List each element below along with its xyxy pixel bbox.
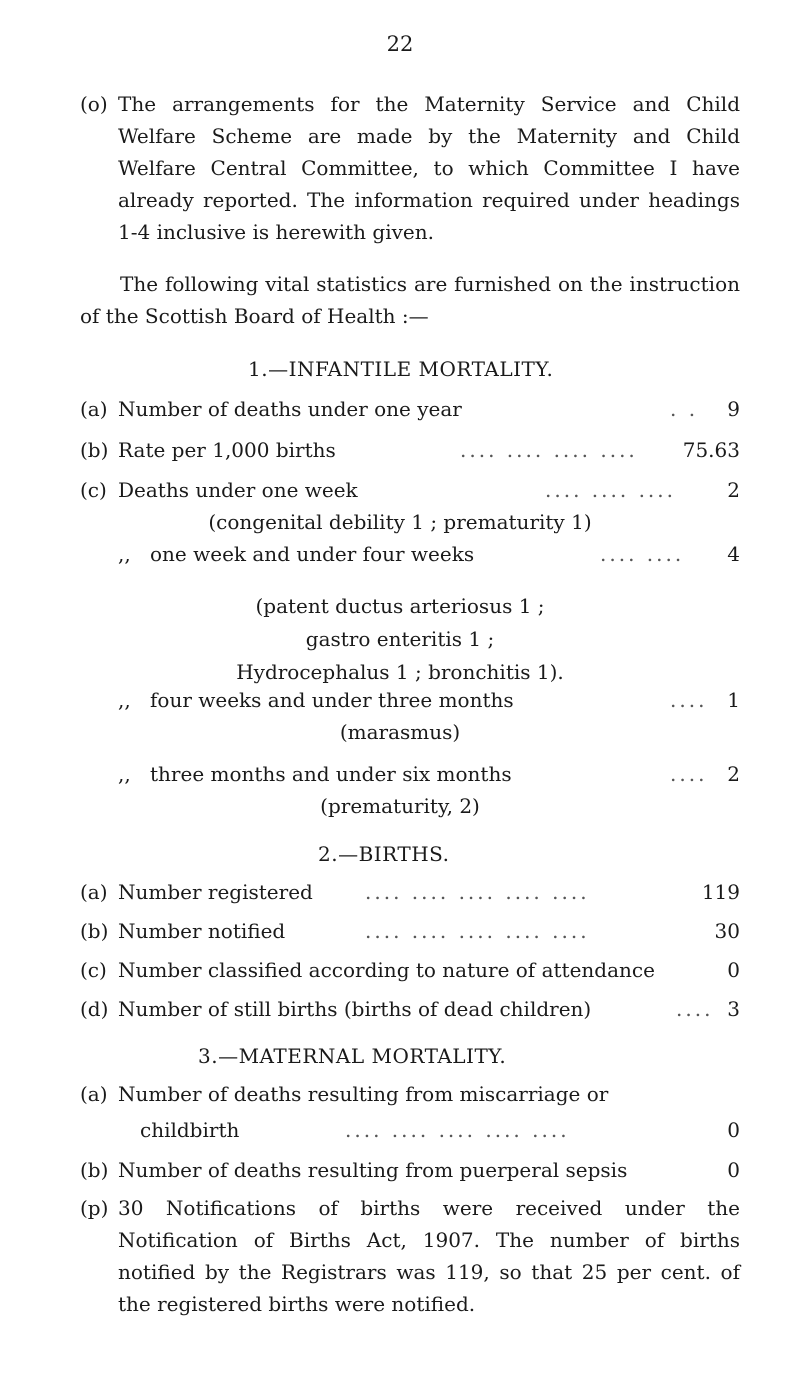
value: 1 [727,688,740,712]
cause-note: (marasmus) [339,720,461,744]
row-four-weeks-to-three-months: ,, four weeks and under three months .... 1 [80,684,740,716]
intro-paragraph: The following vital statistics are furnished on the instruction of the Scottish Board of Health :— [80,272,740,328]
row-number-notified: (b) Number notified .... .... .... .... .... 30 [80,915,740,947]
row-puerperal-sepsis: (b) Number of deaths resulting from puerperal sepsis 0 [80,1154,740,1186]
paragraph-p [80,1192,740,1320]
row-miscarriage-childbirth-continued: childbirth .... .... .... .... .... 0 [80,1114,740,1146]
value: 0 [727,958,740,982]
value: 0 [727,1158,740,1182]
page-number: 22 [386,32,414,56]
paragraph-label: (p) [80,1196,109,1220]
cause-note: (congenital debility 1 ; prematurity 1) [208,510,592,534]
value: 3 [727,997,740,1021]
value: 75.63 [682,438,740,462]
row-three-to-six-months: ,, three months and under six months .... 2 [80,758,740,790]
value: 2 [727,762,740,786]
row-deaths-under-one-week: (c) Deaths under one week .... .... .... 2 [80,474,740,506]
row-rate-per-1000-births: (b) Rate per 1,000 births .... .... .... .... 75.63 [80,434,740,466]
section-heading-maternal-mortality: 3.—MATERNAL MORTALITY. [198,1044,507,1068]
value: 30 [714,919,740,943]
paragraph-text: The arrangements for the Maternity Service and Child Welfare Scheme are made by the Maternity and Child Welfare Central Committee, to which Committee I have already reported. The information required under headings 1-4 inclusive is herewith given. [118,92,740,244]
row-deaths-under-one-year: (a) Number of deaths under one year . . 9 [80,393,740,425]
cause-note: (patent ductus arteriosus 1 ; gastro enteritis 1 ; Hydrocephalus 1 ; bronchitis 1). [236,594,564,684]
value: 0 [727,1118,740,1142]
row-number-registered: (a) Number registered .... .... .... .... .... 119 [80,876,740,908]
row-miscarriage-childbirth: (a) Number of deaths resulting from miscarriage or [80,1082,609,1106]
row-one-to-four-weeks: ,, one week and under four weeks .... .... 4 [80,538,740,570]
paragraph-label: (o) [80,92,108,116]
value: 4 [727,542,740,566]
row-classified-by-attendance: (c) Number classified according to nature of attendance 0 [80,954,740,986]
value: 119 [701,880,740,904]
value: 9 [727,397,740,421]
cause-note: (prematurity, 2) [320,794,480,818]
section-heading-births: 2.—BIRTHS. [318,842,450,866]
row-still-births: (d) Number of still births (births of dead children) .... 3 [80,993,740,1025]
value: 2 [727,478,740,502]
paragraph-o [80,88,740,248]
paragraph-text: 30 Notifications of births were received under the Notification of Births Act, 1907. The number of births notified by the Registrars was 119, so that 25 per cent. of the registered births were notified. [118,1196,740,1316]
section-heading-infantile-mortality: 1.—INFANTILE MORTALITY. [248,357,554,381]
